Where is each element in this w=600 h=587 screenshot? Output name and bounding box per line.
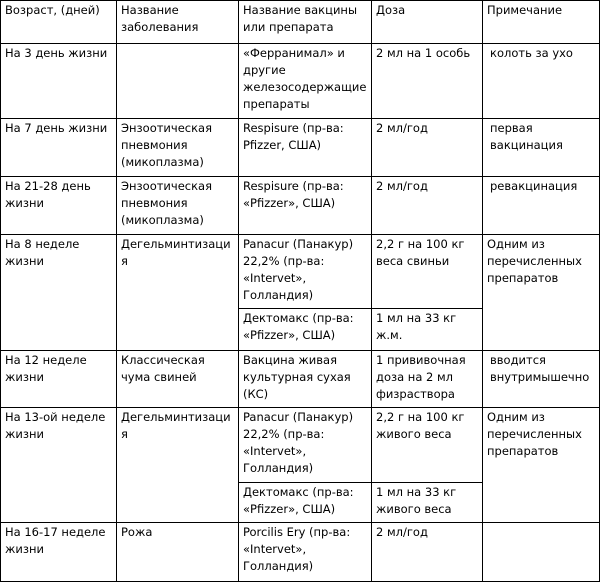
disease-cell: Дегельминтизация — [117, 235, 239, 351]
table-row — [1, 177, 600, 235]
vaccine-cell: Respisure (пр-ва: Pfizzer, США) — [239, 119, 372, 177]
vaccine-cell: Вакцина живая культурная сухая (КС) — [239, 351, 372, 408]
disease-cell: Энзоотическая пневмония (микоплазма) — [117, 177, 239, 235]
vaccine-cell: Panacur (Панакур) 22,2% (пр-ва: «Intervet», Голландия) — [239, 408, 372, 483]
note-cell: ревакцинация — [483, 177, 600, 235]
dose-cell: 2 мл/год — [372, 523, 483, 582]
vaccine-cell: Respisure (пр-ва: «Pfizzer», США) — [239, 177, 372, 235]
vaccine-cell: Дектомакс (пр-ва: «Pfizzer», США) — [239, 483, 372, 523]
age-cell: На 13-ой неделе жизни — [1, 408, 117, 523]
age-cell: На 3 день жизни — [1, 44, 117, 119]
dose-cell: 2,2 г на 100 кг живого веса — [372, 408, 483, 483]
disease-cell: Классическая чума свиней — [117, 351, 239, 408]
dose-cell: 1 мл на 33 кг ж.м. — [372, 309, 483, 351]
disease-cell: Дегельминтизация — [117, 408, 239, 523]
vaccine-cell: Porcilis Ery (пр-ва: «Intervet», Голландия) — [239, 523, 372, 582]
dose-cell: 2 мл на 1 особь — [372, 44, 483, 119]
dose-cell: 2 мл/год — [372, 177, 483, 235]
table-row — [1, 44, 600, 119]
table-row — [1, 351, 600, 408]
table-row — [1, 408, 600, 483]
dose-cell: 2 мл/год — [372, 119, 483, 177]
dose-cell: 2,2 г на 100 кг веса свиньи — [372, 235, 483, 309]
disease-cell — [117, 44, 239, 119]
vaccine-cell: Дектомакс (пр-ва: «Pfizzer», США) — [239, 309, 372, 351]
table-row — [1, 235, 600, 309]
note-cell — [483, 523, 600, 582]
note-cell: колоть за ухо — [483, 44, 600, 119]
age-cell: На 16-17 неделе жизни — [1, 523, 117, 582]
dose-cell: 1 прививочная доза на 2 мл физраствора — [372, 351, 483, 408]
header-vaccine: Название вакцины или препарата — [239, 1, 372, 44]
note-cell: Одним из перечисленных препаратов — [483, 235, 600, 351]
age-cell: На 8 неделе жизни — [1, 235, 117, 351]
disease-cell: Рожа — [117, 523, 239, 582]
header-age: Возраст, (дней) — [1, 1, 117, 44]
header-dose: Доза — [372, 1, 483, 44]
table-row — [1, 119, 600, 177]
note-cell: Одним из перечисленных препаратов — [483, 408, 600, 523]
age-cell: На 7 день жизни — [1, 119, 117, 177]
table-row — [1, 523, 600, 582]
header-disease: Название заболевания — [117, 1, 239, 44]
note-cell: первая вакцинация — [483, 119, 600, 177]
header-row — [1, 1, 600, 44]
vaccine-cell: Panacur (Панакур) 22,2% (пр-ва: «Intervet», Голландия) — [239, 235, 372, 309]
dose-cell: 1 мл на 33 кг живого веса — [372, 483, 483, 523]
vaccine-cell: «Ферранимал» и другие железосодержащие препараты — [239, 44, 372, 119]
header-note: Примечание — [483, 1, 600, 44]
disease-cell: Энзоотическая пневмония (микоплазма) — [117, 119, 239, 177]
age-cell: На 12 неделе жизни — [1, 351, 117, 408]
note-cell: вводится внутримышечно — [483, 351, 600, 408]
age-cell: На 21-28 день жизни — [1, 177, 117, 235]
